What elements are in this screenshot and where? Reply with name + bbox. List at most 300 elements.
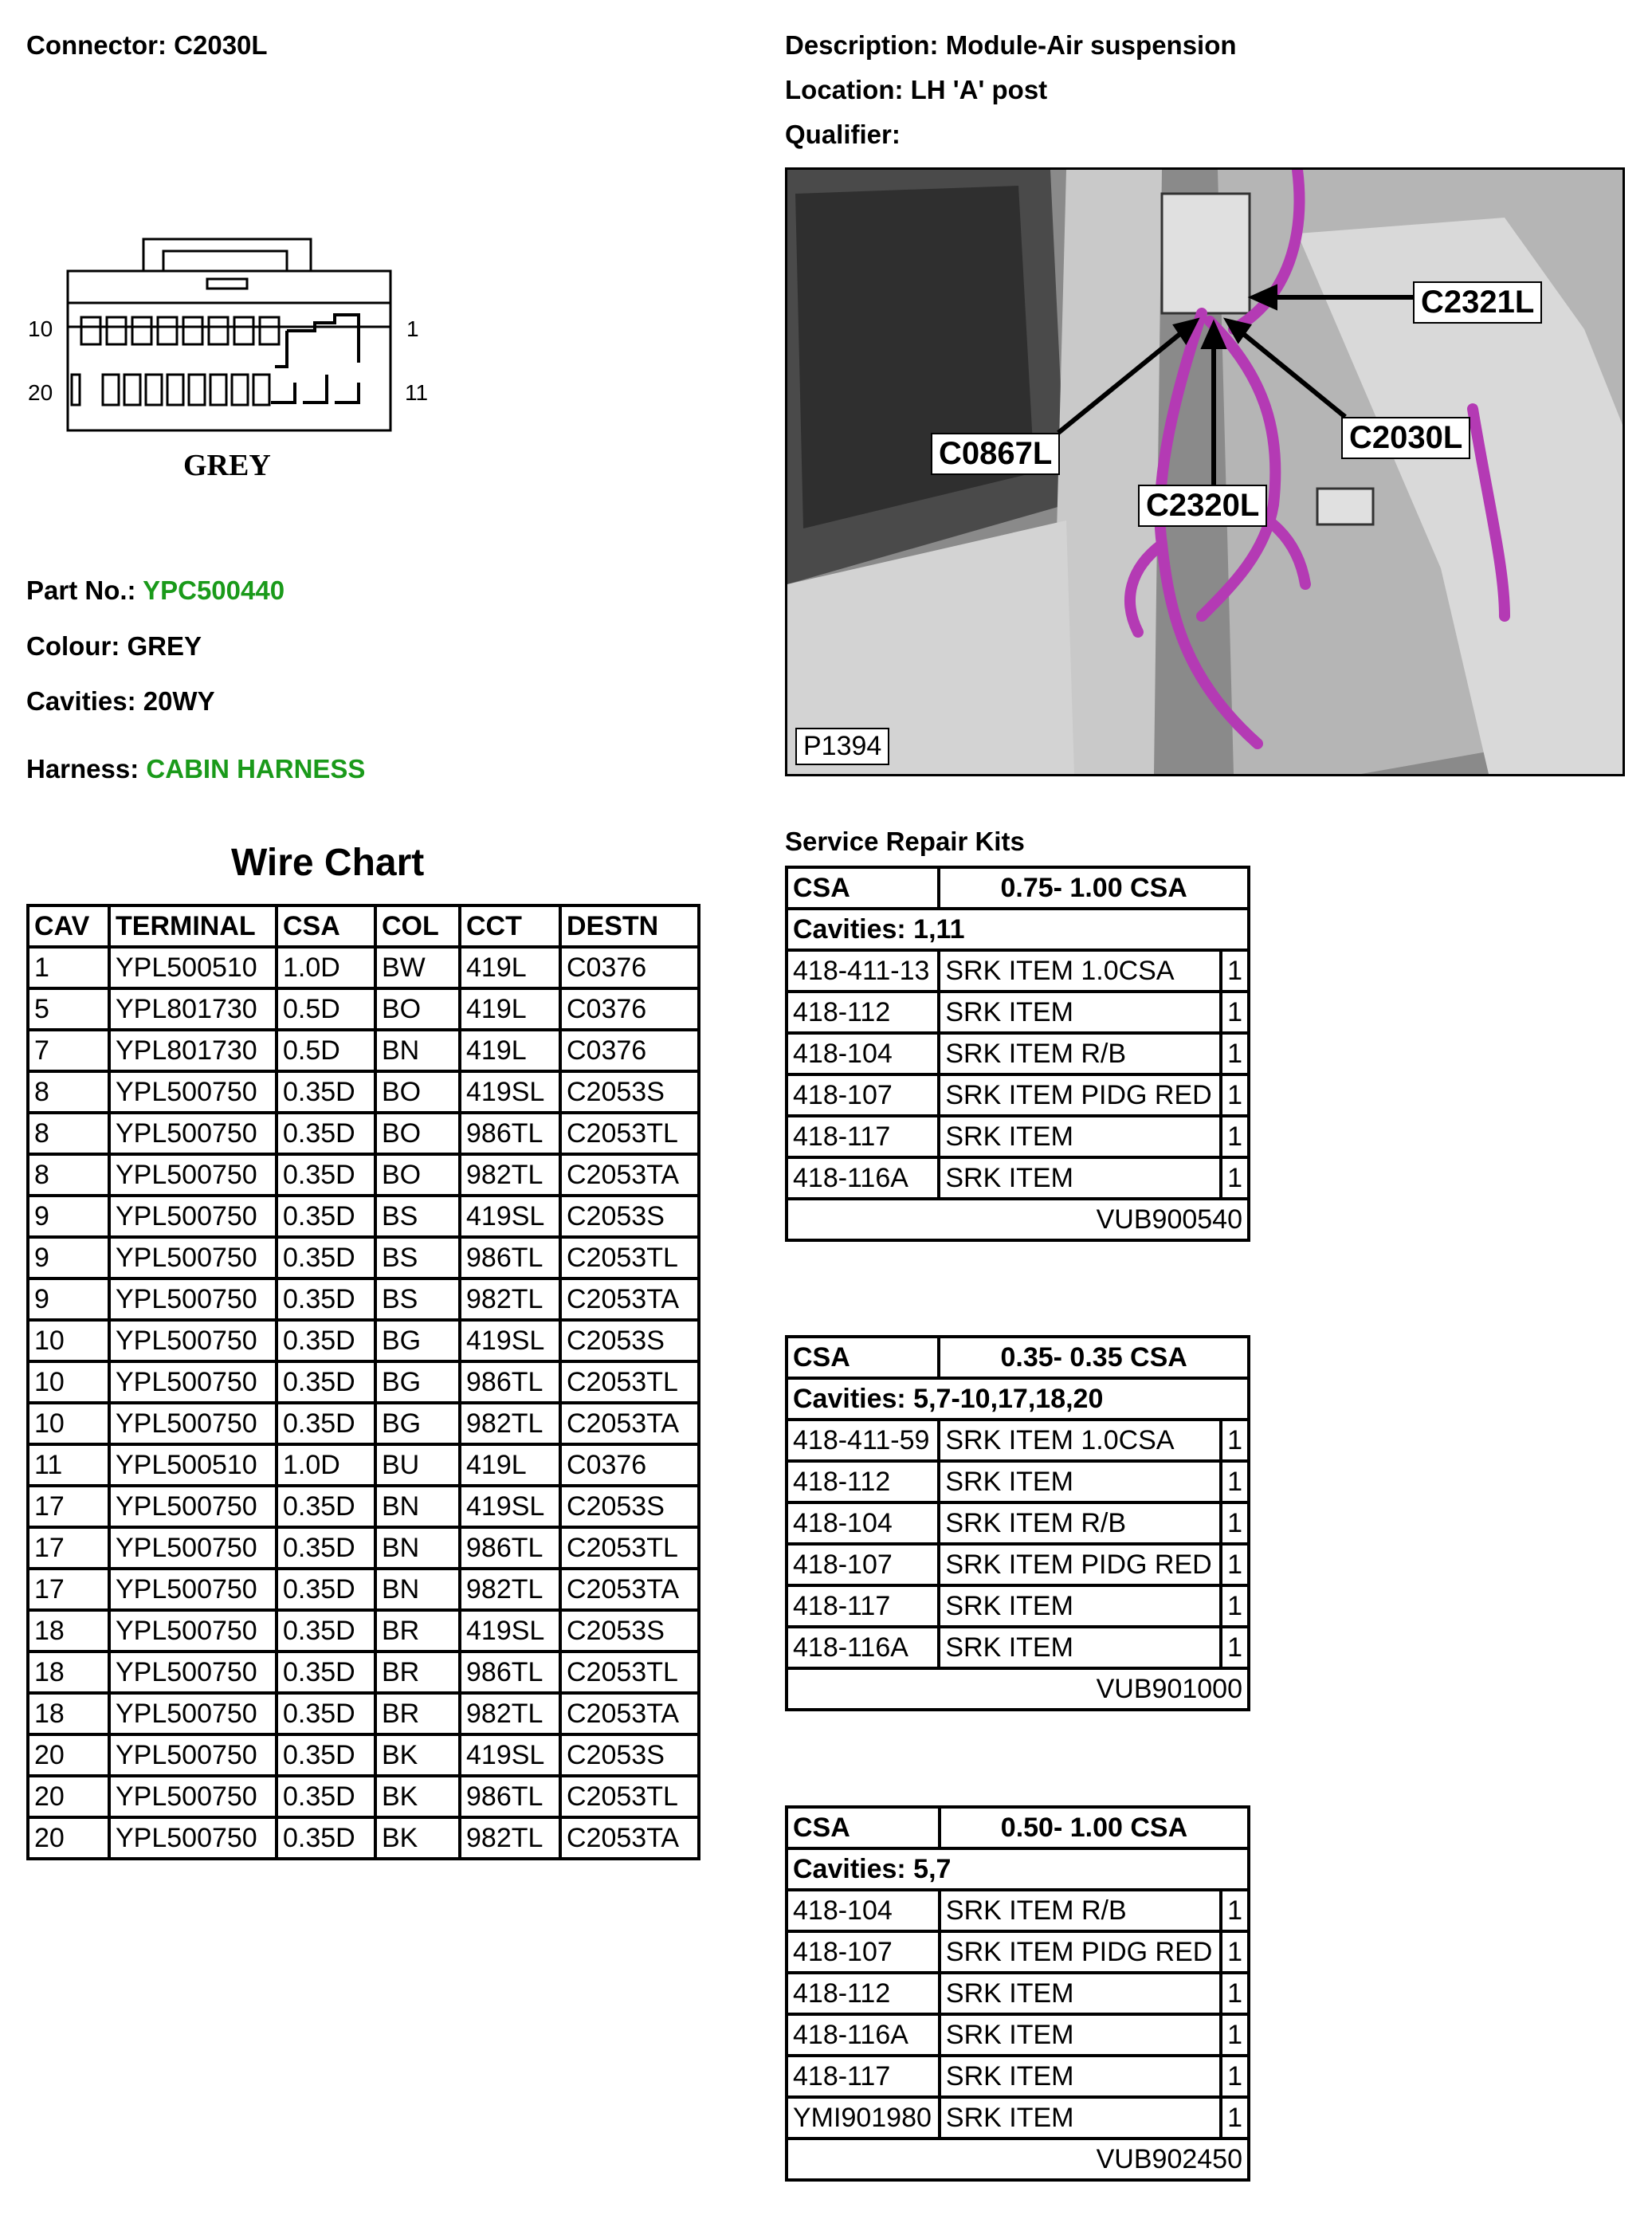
table-row xyxy=(787,1461,1249,1502)
cavity-bottom-9 xyxy=(253,375,269,405)
wire-chart-cell: 5 xyxy=(28,988,109,1030)
colour-label: Colour: GREY xyxy=(26,631,202,661)
kit-item-part: 418-116A xyxy=(787,2014,940,2056)
table-row xyxy=(28,1527,699,1569)
table-row xyxy=(28,988,699,1030)
kit-item-part: YMI901980 xyxy=(787,2097,940,2139)
wire-chart-cell: 0.35D xyxy=(277,1113,375,1154)
kit-item-desc: SRK ITEM xyxy=(939,1157,1221,1199)
cavities-label: Cavities: 20WY xyxy=(26,686,215,716)
wire-chart-cell: BK xyxy=(375,1817,460,1859)
kit-item-qty: 1 xyxy=(1221,1033,1249,1074)
wire-chart-cell: YPL500750 xyxy=(109,1237,277,1278)
kit-item-part: 418-107 xyxy=(787,1931,940,1973)
wire-chart-cell: 0.35D xyxy=(277,1196,375,1237)
wire-chart-header-col: COL xyxy=(375,905,460,947)
kit-item-desc: SRK ITEM xyxy=(940,2097,1221,2139)
wire-chart-cell: BG xyxy=(375,1403,460,1444)
wire-chart-cell: BS xyxy=(375,1278,460,1320)
wire-chart-table xyxy=(26,904,700,1860)
part-number-label: Part No.: xyxy=(26,575,143,605)
table-row xyxy=(787,2097,1249,2139)
kit-item-part: 418-104 xyxy=(787,1502,939,1544)
wire-chart-cell: BO xyxy=(375,988,460,1030)
wire-chart-cell: 8 xyxy=(28,1113,109,1154)
kit-item-part: 418-112 xyxy=(787,1973,940,2014)
kit-item-part: 418-112 xyxy=(787,1461,939,1502)
cavity-bottom-2 xyxy=(103,375,119,405)
kit-item-desc: SRK ITEM PIDG RED xyxy=(940,1931,1221,1973)
wire-chart-cell: YPL500750 xyxy=(109,1361,277,1403)
part-number xyxy=(26,575,284,606)
table-row xyxy=(28,947,699,988)
kit-item-desc: SRK ITEM xyxy=(940,2014,1221,2056)
table-row xyxy=(28,1486,699,1527)
cavity-bottom-4 xyxy=(146,375,162,405)
kit-item-desc: SRK ITEM xyxy=(940,2056,1221,2097)
wire-chart-cell: YPL500750 xyxy=(109,1652,277,1693)
wire-chart-cell: C2053TA xyxy=(560,1278,699,1320)
connector-label: Connector: C2030L xyxy=(26,30,268,60)
wire-chart-cell: C2053TL xyxy=(560,1776,699,1817)
wire-chart-cell: BU xyxy=(375,1444,460,1486)
kit-item-part: 418-112 xyxy=(787,992,939,1033)
wire-chart-cell: YPL500510 xyxy=(109,947,277,988)
kit-item-desc: SRK ITEM xyxy=(939,1585,1221,1627)
kit-item-desc: SRK ITEM xyxy=(939,1461,1221,1502)
table-row xyxy=(28,1278,699,1320)
table-row xyxy=(28,1610,699,1652)
wire-chart-header-row xyxy=(28,905,699,947)
pin-1-label: 1 xyxy=(406,316,419,341)
wire-chart-cell: BG xyxy=(375,1320,460,1361)
wire-chart-cell: 982TL xyxy=(460,1569,560,1610)
wire-chart-cell: 8 xyxy=(28,1154,109,1196)
wire-chart-cell: 9 xyxy=(28,1196,109,1237)
table-row xyxy=(787,1931,1249,1973)
wire-chart-cell: 10 xyxy=(28,1361,109,1403)
callout-c2320l: C2320L xyxy=(1138,485,1267,527)
repair-kit-table-3 xyxy=(785,1805,1250,2182)
repair-kit-table-1 xyxy=(785,866,1250,1242)
wire-chart-cell: 0.35D xyxy=(277,1693,375,1734)
kit-cavities: Cavities: 5,7 xyxy=(787,1848,1249,1890)
kit-item-qty: 1 xyxy=(1221,1461,1249,1502)
harness-label: Harness: xyxy=(26,754,147,784)
table-row xyxy=(787,1420,1249,1461)
kit-csa-value: 0.50- 1.00 CSA xyxy=(940,1807,1249,1848)
wire-chart-cell: YPL500750 xyxy=(109,1693,277,1734)
table-row xyxy=(787,1502,1249,1544)
wire-chart-cell: 0.35D xyxy=(277,1652,375,1693)
table-row xyxy=(28,1734,699,1776)
wire-chart-cell: C2053TA xyxy=(560,1403,699,1444)
wire-chart-cell: 986TL xyxy=(460,1776,560,1817)
kit-item-part: 418-107 xyxy=(787,1544,939,1585)
wire-chart-cell: BG xyxy=(375,1361,460,1403)
wire-chart-cell: YPL500750 xyxy=(109,1734,277,1776)
wire-chart-cell: 8 xyxy=(28,1071,109,1113)
kit-cavities-row xyxy=(787,1848,1249,1890)
wire-chart-cell: C2053TA xyxy=(560,1154,699,1196)
cavity-top-1 xyxy=(81,317,100,344)
wire-chart-cell: 0.5D xyxy=(277,988,375,1030)
table-row xyxy=(787,1074,1249,1116)
kit-item-qty: 1 xyxy=(1221,1890,1249,1931)
kit-item-part: 418-117 xyxy=(787,2056,940,2097)
kit-number-row xyxy=(787,1668,1249,1710)
wire-chart-cell: YPL500750 xyxy=(109,1817,277,1859)
wire-chart-cell: 18 xyxy=(28,1610,109,1652)
wire-chart-cell: YPL500750 xyxy=(109,1403,277,1444)
kit-item-part: 418-117 xyxy=(787,1585,939,1627)
kit-item-desc: SRK ITEM 1.0CSA xyxy=(939,1420,1221,1461)
table-row xyxy=(787,950,1249,992)
table-row xyxy=(28,1196,699,1237)
wire-chart-cell: 18 xyxy=(28,1652,109,1693)
table-row xyxy=(787,992,1249,1033)
wire-chart-cell: C2053TL xyxy=(560,1113,699,1154)
wire-chart-cell: C0376 xyxy=(560,1444,699,1486)
cavity-bottom-3 xyxy=(124,375,140,405)
wire-chart-cell: 986TL xyxy=(460,1113,560,1154)
wire-chart-cell: YPL500750 xyxy=(109,1776,277,1817)
wire-chart-cell: 1 xyxy=(28,947,109,988)
table-row xyxy=(28,1776,699,1817)
cavity-top-2 xyxy=(107,317,126,344)
table-row xyxy=(787,1157,1249,1199)
wire-chart-cell: 17 xyxy=(28,1486,109,1527)
wire-chart-cell: BN xyxy=(375,1030,460,1071)
wire-chart-cell: YPL500750 xyxy=(109,1486,277,1527)
kit-item-part: 418-107 xyxy=(787,1074,939,1116)
table-row xyxy=(787,2056,1249,2097)
kit-csa-label: CSA xyxy=(787,1337,939,1378)
wire-chart-cell: 17 xyxy=(28,1527,109,1569)
wire-chart-cell: 10 xyxy=(28,1403,109,1444)
kit-item-qty: 1 xyxy=(1221,1931,1249,1973)
wire-chart-cell: 982TL xyxy=(460,1154,560,1196)
table-row xyxy=(28,1693,699,1734)
wire-chart-cell: BS xyxy=(375,1237,460,1278)
kit-item-desc: SRK ITEM R/B xyxy=(939,1502,1221,1544)
wire-chart-cell: BR xyxy=(375,1610,460,1652)
wire-chart-cell: C0376 xyxy=(560,947,699,988)
wire-chart-cell: 9 xyxy=(28,1278,109,1320)
table-row xyxy=(28,1652,699,1693)
connector-face-drawing xyxy=(24,231,438,438)
wire-chart-cell: C2053TL xyxy=(560,1527,699,1569)
location-photo-drawing xyxy=(787,170,1623,774)
table-row xyxy=(787,1627,1249,1668)
wire-chart-cell: 0.35D xyxy=(277,1734,375,1776)
wire-chart-cell: 1.0D xyxy=(277,947,375,988)
wire-chart-cell: BO xyxy=(375,1154,460,1196)
wire-chart-cell: 0.35D xyxy=(277,1817,375,1859)
wire-chart-cell: C0376 xyxy=(560,1030,699,1071)
kit-item-part: 418-117 xyxy=(787,1116,939,1157)
wire-chart-cell: C2053TA xyxy=(560,1569,699,1610)
kit-item-qty: 1 xyxy=(1221,1074,1249,1116)
wire-chart-cell: BK xyxy=(375,1734,460,1776)
table-row xyxy=(787,2014,1249,2056)
wire-chart-cell: BR xyxy=(375,1652,460,1693)
connector-face-diagram xyxy=(24,231,438,494)
table-row xyxy=(28,1237,699,1278)
kit-number: VUB900540 xyxy=(787,1199,1249,1240)
wire-chart-cell: 0.35D xyxy=(277,1361,375,1403)
kit-item-part: 418-411-13 xyxy=(787,950,939,992)
kit-item-qty: 1 xyxy=(1221,1157,1249,1199)
kit-item-desc: SRK ITEM R/B xyxy=(939,1033,1221,1074)
table-row xyxy=(28,1817,699,1859)
kit-number: VUB901000 xyxy=(787,1668,1249,1710)
wire-chart-cell: C0376 xyxy=(560,988,699,1030)
callout-c2321l: C2321L xyxy=(1413,281,1542,324)
cavity-bottom-6 xyxy=(189,375,205,405)
callout-c0867l: C0867L xyxy=(931,433,1060,475)
cavity-top-6 xyxy=(209,317,228,344)
kit-item-part: 418-104 xyxy=(787,1033,939,1074)
kit-item-part: 418-104 xyxy=(787,1890,940,1931)
wire-chart-header-destn: DESTN xyxy=(560,905,699,947)
table-row xyxy=(787,1116,1249,1157)
wire-chart-cell: 982TL xyxy=(460,1403,560,1444)
wire-chart-cell: C2053TL xyxy=(560,1361,699,1403)
kit-item-desc: SRK ITEM xyxy=(940,1973,1221,2014)
wire-chart-cell: BK xyxy=(375,1776,460,1817)
wire-chart-cell: 17 xyxy=(28,1569,109,1610)
pin-20-label: 20 xyxy=(28,380,53,405)
table-row xyxy=(28,1361,699,1403)
wire-chart-cell: 20 xyxy=(28,1734,109,1776)
kit-item-desc: SRK ITEM R/B xyxy=(940,1890,1221,1931)
wire-chart-cell: YPL500750 xyxy=(109,1569,277,1610)
repair-kit-table-2 xyxy=(785,1335,1250,1711)
kit-item-qty: 1 xyxy=(1221,1116,1249,1157)
kit-cavities: Cavities: 1,11 xyxy=(787,909,1249,950)
cavity-top-7 xyxy=(234,317,253,344)
wire-chart-cell: 982TL xyxy=(460,1278,560,1320)
connector-colour-label: GREY xyxy=(183,449,271,482)
wire-chart-cell: 10 xyxy=(28,1320,109,1361)
table-row xyxy=(787,1973,1249,2014)
table-row xyxy=(28,1113,699,1154)
wire-chart-cell: 0.35D xyxy=(277,1071,375,1113)
wire-chart-cell: 419L xyxy=(460,988,560,1030)
cavity-bottom-1 xyxy=(72,375,80,405)
harness-value: CABIN HARNESS xyxy=(146,754,366,784)
wire-chart-cell: 0.35D xyxy=(277,1610,375,1652)
callout-c2030l: C2030L xyxy=(1341,417,1470,459)
pin-11-label: 11 xyxy=(405,380,429,405)
kit-csa-row xyxy=(787,867,1249,909)
kit-item-qty: 1 xyxy=(1221,950,1249,992)
wire-chart-cell: 0.35D xyxy=(277,1486,375,1527)
kit-item-qty: 1 xyxy=(1221,1420,1249,1461)
table-row xyxy=(28,1569,699,1610)
kit-item-qty: 1 xyxy=(1221,2056,1249,2097)
wire-chart-cell: YPL500750 xyxy=(109,1527,277,1569)
wire-chart-cell: YPL500750 xyxy=(109,1154,277,1196)
wire-chart-cell: C2053S xyxy=(560,1734,699,1776)
wire-chart-cell: 20 xyxy=(28,1776,109,1817)
wire-chart-cell: 419L xyxy=(460,1444,560,1486)
wire-chart-cell: 419L xyxy=(460,1030,560,1071)
kit-item-part: 418-116A xyxy=(787,1157,939,1199)
wire-chart-cell: YPL500750 xyxy=(109,1113,277,1154)
wire-chart-cell: 419SL xyxy=(460,1196,560,1237)
cavity-top-4 xyxy=(158,317,177,344)
wire-chart-cell: 982TL xyxy=(460,1693,560,1734)
wire-chart-cell: 419L xyxy=(460,947,560,988)
wire-chart-header-cct: CCT xyxy=(460,905,560,947)
table-row xyxy=(28,1444,699,1486)
kit-item-desc: SRK ITEM xyxy=(939,1116,1221,1157)
wire-chart-cell: C2053S xyxy=(560,1610,699,1652)
qualifier-label: Qualifier: xyxy=(785,120,901,149)
wire-chart-cell: 419SL xyxy=(460,1734,560,1776)
table-row xyxy=(28,1403,699,1444)
wire-chart-cell: 11 xyxy=(28,1444,109,1486)
wire-chart-cell: C2053S xyxy=(560,1486,699,1527)
wire-chart-cell: YPL500510 xyxy=(109,1444,277,1486)
wire-chart-cell: BR xyxy=(375,1693,460,1734)
wire-chart-cell: 0.35D xyxy=(277,1527,375,1569)
pin-10-label: 10 xyxy=(28,316,53,341)
kit-item-desc: SRK ITEM xyxy=(939,992,1221,1033)
wire-chart-cell: YPL500750 xyxy=(109,1320,277,1361)
cavity-top-5 xyxy=(183,317,202,344)
wire-chart-cell: 0.35D xyxy=(277,1278,375,1320)
kit-csa-label: CSA xyxy=(787,867,939,909)
wire-chart-cell: 0.35D xyxy=(277,1320,375,1361)
wire-chart-cell: 986TL xyxy=(460,1237,560,1278)
wire-chart-cell: 0.35D xyxy=(277,1569,375,1610)
kit-cavities-row xyxy=(787,909,1249,950)
wire-chart-header-terminal: TERMINAL xyxy=(109,905,277,947)
wire-chart-cell: YPL801730 xyxy=(109,988,277,1030)
cavity-top-3 xyxy=(132,317,151,344)
kit-item-qty: 1 xyxy=(1221,2097,1249,2139)
cavity-bottom-7 xyxy=(210,375,226,405)
wire-chart-cell: 982TL xyxy=(460,1817,560,1859)
wire-chart-cell: C2053S xyxy=(560,1320,699,1361)
kit-number: VUB902450 xyxy=(787,2139,1249,2180)
wire-chart-cell: 0.35D xyxy=(277,1776,375,1817)
wire-chart-cell: 20 xyxy=(28,1817,109,1859)
table-row xyxy=(787,1033,1249,1074)
wire-chart-cell: BO xyxy=(375,1113,460,1154)
wire-chart-cell: BW xyxy=(375,947,460,988)
kit-item-qty: 1 xyxy=(1221,1627,1249,1668)
wire-chart-cell: 419SL xyxy=(460,1320,560,1361)
wire-chart-cell: YPL500750 xyxy=(109,1278,277,1320)
kit-item-desc: SRK ITEM PIDG RED xyxy=(939,1074,1221,1116)
wire-chart-cell: 18 xyxy=(28,1693,109,1734)
wire-chart-cell: 986TL xyxy=(460,1527,560,1569)
kit-number-row xyxy=(787,1199,1249,1240)
kit-item-part: 418-411-59 xyxy=(787,1420,939,1461)
wire-chart-cell: C2053TA xyxy=(560,1693,699,1734)
kit-csa-row xyxy=(787,1807,1249,1848)
repair-kits-title: Service Repair Kits xyxy=(785,827,1025,856)
wire-chart-cell: 7 xyxy=(28,1030,109,1071)
wire-chart-cell: 0.35D xyxy=(277,1154,375,1196)
wire-chart-cell: BN xyxy=(375,1486,460,1527)
wire-chart-cell: YPL500750 xyxy=(109,1196,277,1237)
wire-chart-cell: 0.5D xyxy=(277,1030,375,1071)
harness xyxy=(26,754,365,784)
wire-chart-cell: 419SL xyxy=(460,1071,560,1113)
wire-chart-header-csa: CSA xyxy=(277,905,375,947)
wire-chart-cell: 419SL xyxy=(460,1610,560,1652)
kit-csa-value: 0.75- 1.00 CSA xyxy=(939,867,1249,909)
table-row xyxy=(787,1585,1249,1627)
table-row xyxy=(28,1071,699,1113)
table-row xyxy=(787,1544,1249,1585)
wire-chart-header-cav: CAV xyxy=(28,905,109,947)
kit-item-desc: SRK ITEM PIDG RED xyxy=(939,1544,1221,1585)
kit-cavities-row xyxy=(787,1378,1249,1420)
kit-item-desc: SRK ITEM xyxy=(939,1627,1221,1668)
wire-chart-cell: 9 xyxy=(28,1237,109,1278)
table-row xyxy=(28,1154,699,1196)
wire-chart-cell: 0.35D xyxy=(277,1403,375,1444)
cavity-bottom-5 xyxy=(167,375,183,405)
kit-csa-label: CSA xyxy=(787,1807,940,1848)
wire-chart-cell: YPL500750 xyxy=(109,1071,277,1113)
kit-csa-value: 0.35- 0.35 CSA xyxy=(939,1337,1249,1378)
table-row xyxy=(787,1890,1249,1931)
kit-number-row xyxy=(787,2139,1249,2180)
wire-chart-cell: 1.0D xyxy=(277,1444,375,1486)
table-row xyxy=(28,1030,699,1071)
kit-item-qty: 1 xyxy=(1221,1502,1249,1544)
wire-chart-cell: C2053TL xyxy=(560,1237,699,1278)
kit-item-desc: SRK ITEM 1.0CSA xyxy=(939,950,1221,992)
kit-csa-row xyxy=(787,1337,1249,1378)
wire-chart-title: Wire Chart xyxy=(231,842,425,884)
wire-chart-cell: C2053TL xyxy=(560,1652,699,1693)
part-number-value: YPC500440 xyxy=(143,575,285,605)
wire-chart-cell: C2053S xyxy=(560,1071,699,1113)
wire-chart-cell: C2053S xyxy=(560,1196,699,1237)
location-photo xyxy=(785,167,1625,776)
wire-chart-cell: 986TL xyxy=(460,1361,560,1403)
kit-item-qty: 1 xyxy=(1221,1973,1249,2014)
wire-chart-cell: BO xyxy=(375,1071,460,1113)
wire-chart-cell: 0.35D xyxy=(277,1237,375,1278)
wire-chart-cell: YPL801730 xyxy=(109,1030,277,1071)
kit-cavities: Cavities: 5,7-10,17,18,20 xyxy=(787,1378,1249,1420)
kit-item-qty: 1 xyxy=(1221,1544,1249,1585)
wire-chart-cell: 986TL xyxy=(460,1652,560,1693)
wire-chart-cell: C2053TA xyxy=(560,1817,699,1859)
cavity-top-8 xyxy=(260,317,279,344)
kit-item-qty: 1 xyxy=(1221,992,1249,1033)
table-row xyxy=(28,1320,699,1361)
kit-item-part: 418-116A xyxy=(787,1627,939,1668)
kit-item-qty: 1 xyxy=(1221,2014,1249,2056)
description-label: Description: Module-Air suspension xyxy=(785,30,1237,60)
photo-code: P1394 xyxy=(795,728,889,765)
location-label: Location: LH 'A' post xyxy=(785,75,1048,104)
wire-chart-cell: BS xyxy=(375,1196,460,1237)
cavity-bottom-8 xyxy=(232,375,248,405)
kit-item-qty: 1 xyxy=(1221,1585,1249,1627)
wire-chart-cell: BN xyxy=(375,1527,460,1569)
